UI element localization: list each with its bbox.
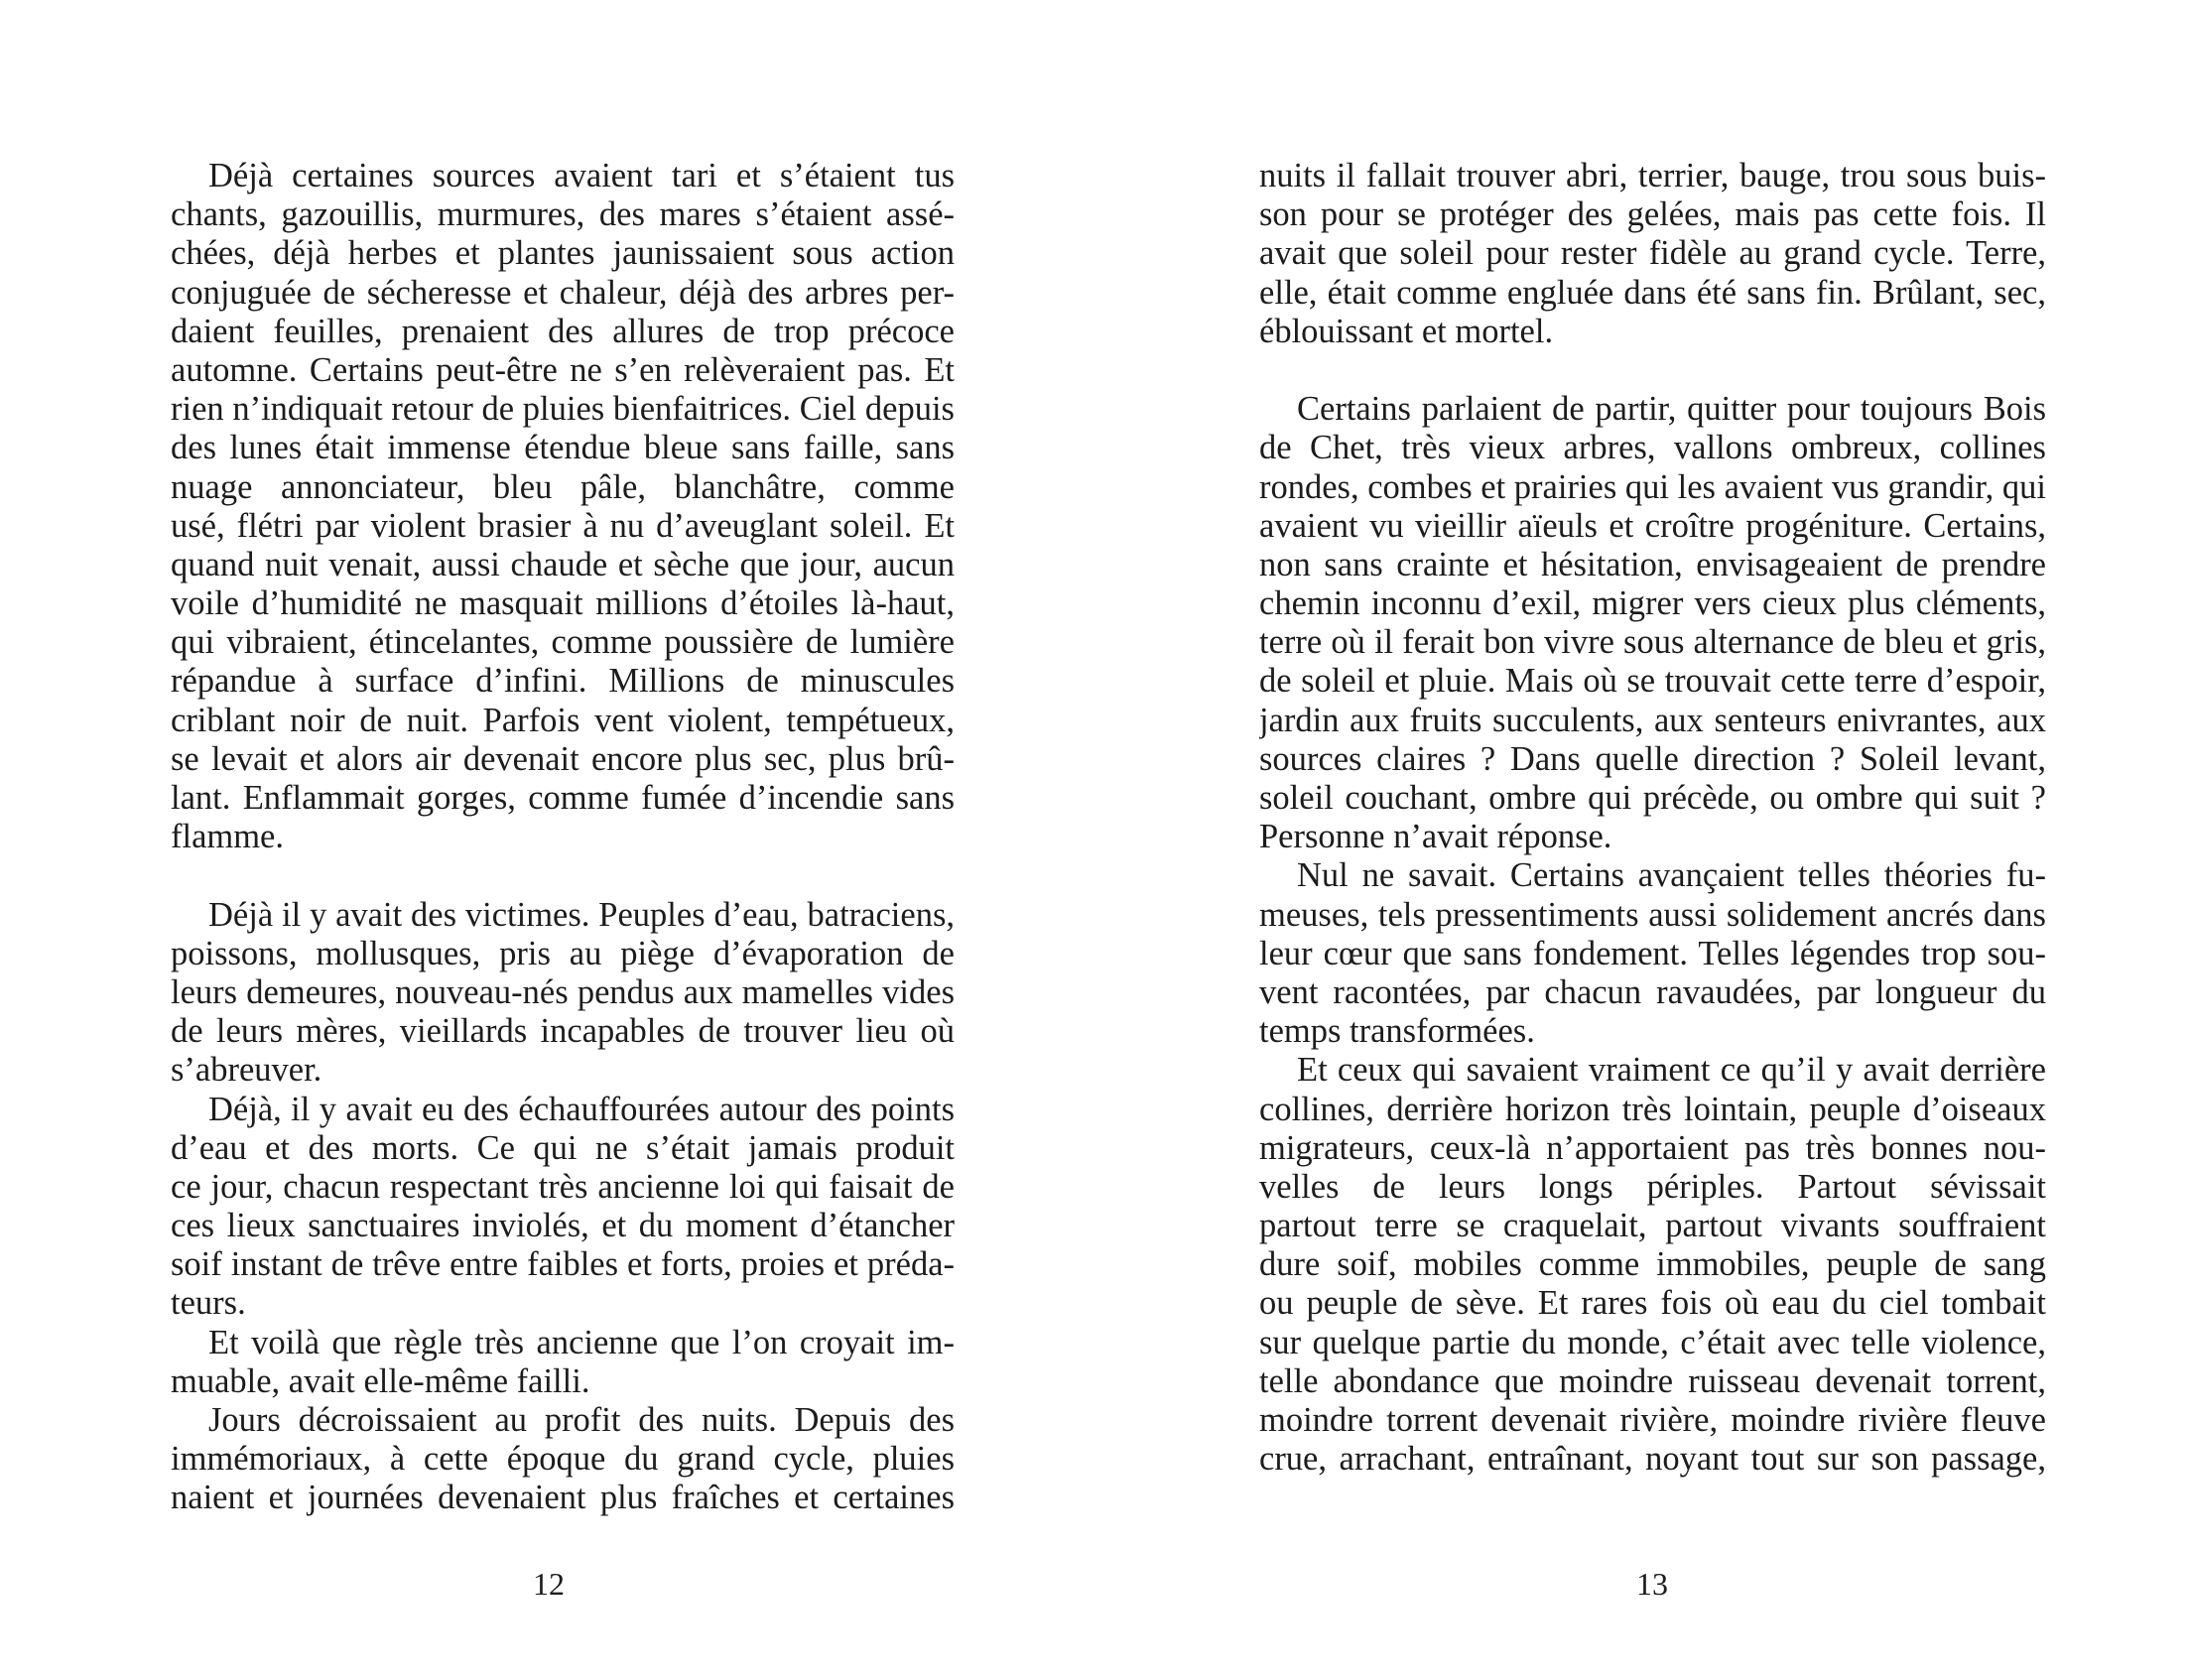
text-line: s’abreuver. — [171, 1051, 322, 1090]
text-line: Déjà certaines sources avaient tari et s’étaient tus — [208, 157, 955, 194]
text-line: usé, flétri par violent brasier à nu d’aveuglant soleil. Et — [171, 506, 955, 545]
text-line: Et voilà que règle très ancienne que l’on croyait im- — [208, 1323, 955, 1361]
text-line: Et ceux qui savaient vraiment ce qu’il y avait derrière — [1297, 1051, 2046, 1090]
text-line: terre où il ferait bon vivre sous alternance de bleu et gris, — [1259, 623, 2046, 662]
text-line: Déjà il y avait des victimes. Peuples d’eau, batraciens, — [208, 895, 955, 934]
text-line: leurs demeures, nouveau-nés pendus aux mamelles vides — [171, 972, 955, 1011]
text-line: avait que soleil pour rester fidèle au grand cycle. Terre, — [1259, 234, 2046, 273]
text-line: flamme. — [171, 818, 284, 856]
text-line: muable, avait elle-même failli. — [171, 1361, 590, 1400]
text-line: Jours décroissaient au profit des nuits. Depuis des — [208, 1401, 955, 1439]
text-line: qui vibraient, étincelantes, comme poussière de lumière — [171, 623, 955, 662]
text-line: répandue à surface d’infini. Millions de minuscules — [171, 662, 955, 701]
text-line: voile d’humidité ne masquait millions d’étoiles là-haut, — [171, 584, 955, 623]
text-line: de soleil et pluie. Mais où se trouvait cette terre d’espoir, — [1259, 662, 2046, 701]
paragraph-gap — [1259, 351, 2046, 390]
text-line: rondes, combes et prairies qui les avaient vus grandir, qui — [1259, 467, 2046, 506]
text-line: ces lieux sanctuaires inviolés, et du moment d’étancher — [171, 1207, 955, 1245]
text-line: dure soif, mobiles comme immobiles, peuple de sang — [1259, 1245, 2046, 1284]
text-line: d’eau et des morts. Ce qui ne s’était jamais produit — [171, 1128, 955, 1167]
text-line: sur quelque partie du monde, c’était avec telle violence, — [1259, 1323, 2046, 1361]
text-line: quand nuit venait, aussi chaude et sèche que jour, aucun — [171, 545, 955, 583]
text-line: temps transformées. — [1259, 1012, 1535, 1051]
text-line: sources claires ? Dans quelle direction ? Soleil levant, — [1259, 739, 2046, 778]
text-line: moindre torrent devenait rivière, moindre rivière fleuve — [1259, 1401, 2046, 1439]
text-line: partout terre se craquelait, partout vivants souffraient — [1259, 1207, 2046, 1245]
text-line: naient et journées devenaient plus fraîches et certaines — [171, 1479, 955, 1517]
text-line: poissons, mollusques, pris au piège d’évaporation de — [171, 934, 955, 972]
text-line: elle, était comme engluée dans été sans fin. Brûlant, sec, — [1259, 273, 2046, 312]
text-line: nuits il fallait trouver abri, terrier, bauge, trou sous buis- — [1259, 157, 2046, 194]
text-line: de leurs mères, vieillards incapables de trouver lieu où — [171, 1012, 955, 1051]
text-line: soleil couchant, ombre qui précède, ou ombre qui suit ? — [1259, 779, 2046, 817]
text-line: Déjà, il y avait eu des échauffourées autour des points — [208, 1090, 955, 1128]
text-line: vent racontées, par chacun ravaudées, par longueur du — [1259, 972, 2046, 1011]
text-line: criblant noir de nuit. Parfois vent violent, tempétueux, — [171, 701, 955, 739]
text-line: rien n’indiquait retour de pluies bienfaitrices. Ciel depuis — [171, 390, 955, 429]
text-line: chants, gazouillis, murmures, des mares s’étaient assé- — [171, 195, 955, 234]
text-line: chées, déjà herbes et plantes jaunissaient sous action — [171, 234, 955, 273]
text-line: éblouissant et mortel. — [1259, 312, 1554, 350]
text-line: nuage annonciateur, bleu pâle, blanchâtre, comme — [171, 467, 955, 506]
text-line: migrateurs, ceux-là n’apportaient pas très bonnes nou- — [1259, 1128, 2046, 1167]
text-line: velles de leurs longs périples. Partout sévissait — [1259, 1167, 2046, 1206]
text-line: collines, derrière horizon très lointain, peuple d’oiseaux — [1259, 1090, 2046, 1128]
right-page — [1094, 0, 2187, 1680]
text-line: des lunes était immense étendue bleue sans faille, sans — [171, 429, 955, 467]
text-line: meuses, tels pressentiments aussi solidement ancrés dans — [1259, 895, 2046, 934]
text-line: ou peuple de sève. Et rares fois où eau du ciel tombait — [1259, 1284, 2046, 1323]
text-line: chemin inconnu d’exil, migrer vers cieux plus cléments, — [1259, 584, 2046, 623]
text-line: avaient vu vieillir aïeuls et croître progéniture. Certains, — [1259, 506, 2046, 545]
text-line: automne. Certains peut-être ne s’en relèveraient pas. Et — [171, 350, 955, 389]
text-line: leur cœur que sans fondement. Telles légendes trop sou- — [1259, 934, 2046, 972]
text-line: telle abondance que moindre ruisseau devenait torrent, — [1259, 1361, 2046, 1400]
right-page-number: 13 — [1636, 1566, 1668, 1602]
text-line: immémoriaux, à cette époque du grand cycle, pluies — [171, 1440, 955, 1479]
text-line: daient feuilles, prenaient des allures de trop précoce — [171, 312, 955, 350]
text-line: crue, arrachant, entraînant, noyant tout sur son passage, — [1259, 1440, 2046, 1479]
text-line: lant. Enflammait gorges, comme fumée d’incendie sans — [171, 779, 955, 817]
paragraph-gap — [171, 856, 955, 895]
text-line: soif instant de trêve entre faibles et forts, proies et préda- — [171, 1245, 955, 1284]
text-line: teurs. — [171, 1284, 246, 1323]
text-line: Personne n’avait réponse. — [1259, 818, 1612, 856]
text-line: jardin aux fruits succulents, aux senteurs enivrantes, aux — [1259, 701, 2046, 739]
right-page-text — [1259, 157, 2046, 1479]
text-line: de Chet, très vieux arbres, vallons ombreux, collines — [1259, 429, 2046, 467]
text-line: Certains parlaient de partir, quitter pour toujours Bois — [1297, 390, 2046, 429]
left-page-number: 12 — [533, 1566, 565, 1602]
text-line: se levait et alors air devenait encore plus sec, plus brû- — [171, 739, 955, 778]
text-line: Nul ne savait. Certains avançaient telles théories fu- — [1297, 856, 2046, 895]
text-line: son pour se protéger des gelées, mais pas cette fois. Il — [1259, 195, 2046, 234]
left-page-text — [171, 157, 955, 1518]
text-line: non sans crainte et hésitation, envisageaient de prendre — [1259, 545, 2046, 583]
text-line: ce jour, chacun respectant très ancienne loi qui faisait de — [171, 1167, 955, 1206]
text-line: conjuguée de sécheresse et chaleur, déjà des arbres per- — [171, 273, 955, 312]
